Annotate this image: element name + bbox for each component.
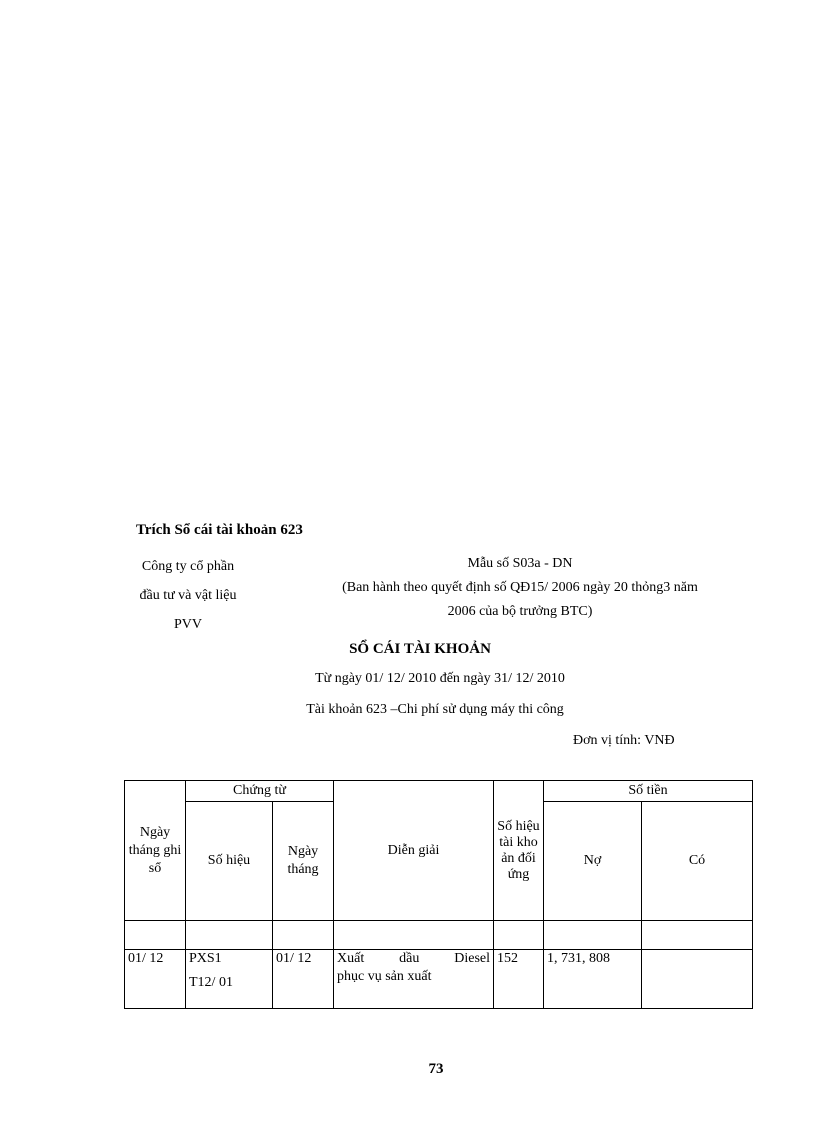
excerpt-title: Trích Sổ cái tài khoản 623: [136, 522, 303, 538]
counter-account-cell: 152: [494, 950, 544, 1009]
table-cell: [544, 921, 642, 950]
header-voucher: Chứng từ: [186, 781, 334, 802]
voucher-number-cell: [186, 950, 273, 1009]
credit-cell: [642, 950, 753, 1009]
table-cell: [125, 921, 186, 950]
currency-unit: Đơn vị tính: VNĐ: [573, 733, 675, 748]
voucher-number-line: PXS1: [189, 951, 222, 966]
header-voucher-date: Ngày tháng: [273, 802, 334, 921]
header-debit: Nợ: [544, 802, 642, 921]
description-line: Xuất dầu Diesel: [337, 951, 490, 966]
company-line: Công ty cổ phần: [141, 559, 235, 574]
table-cell: [642, 921, 753, 950]
description-line: phục vụ sản xuất: [337, 969, 432, 984]
form-number: Mẫu số S03a - DN: [467, 556, 573, 571]
empty-row: [125, 921, 753, 950]
table-cell: [334, 921, 494, 950]
header-counter-account: Số hiệu tài kho ản đối ứng: [494, 781, 544, 921]
ledger-table: [124, 780, 753, 1009]
header-credit: Có: [642, 802, 753, 921]
form-info: [270, 552, 770, 624]
form-note: 2006 của bộ trưởng BTC): [447, 604, 593, 619]
table-cell: [186, 921, 273, 950]
table-cell: [494, 921, 544, 950]
table-row: [125, 950, 753, 1009]
header-description: Diễn giải: [334, 781, 494, 921]
table-cell: [273, 921, 334, 950]
company-name: [118, 552, 258, 639]
header-amount: Số tiền: [544, 781, 753, 802]
header-record-date: Ngày tháng ghi sổ: [125, 781, 186, 921]
ledger-title: SỔ CÁI TÀI KHOẢN: [349, 641, 491, 657]
form-note: (Ban hành theo quyết định số QĐ15/ 2006 ngày 20 thỏng3 năm: [342, 580, 698, 595]
voucher-date-cell: 01/ 12: [273, 950, 334, 1009]
period: Từ ngày 01/ 12/ 2010 đến ngày 31/ 12/ 2010: [315, 671, 565, 686]
description-cell: [334, 950, 494, 1009]
debit-cell: 1, 731, 808: [544, 950, 642, 1009]
voucher-number-line: T12/ 01: [189, 975, 233, 990]
header-row: [125, 781, 753, 802]
record-date-cell: 01/ 12: [125, 950, 186, 1009]
account-name: Tài khoản 623 –Chi phí sử dụng máy thi công: [306, 702, 564, 717]
page-number: 73: [428, 1061, 444, 1077]
company-line: PVV: [173, 617, 202, 632]
header-voucher-number: Số hiệu: [186, 802, 273, 921]
company-line: đầu tư và vật liệu: [139, 588, 237, 603]
